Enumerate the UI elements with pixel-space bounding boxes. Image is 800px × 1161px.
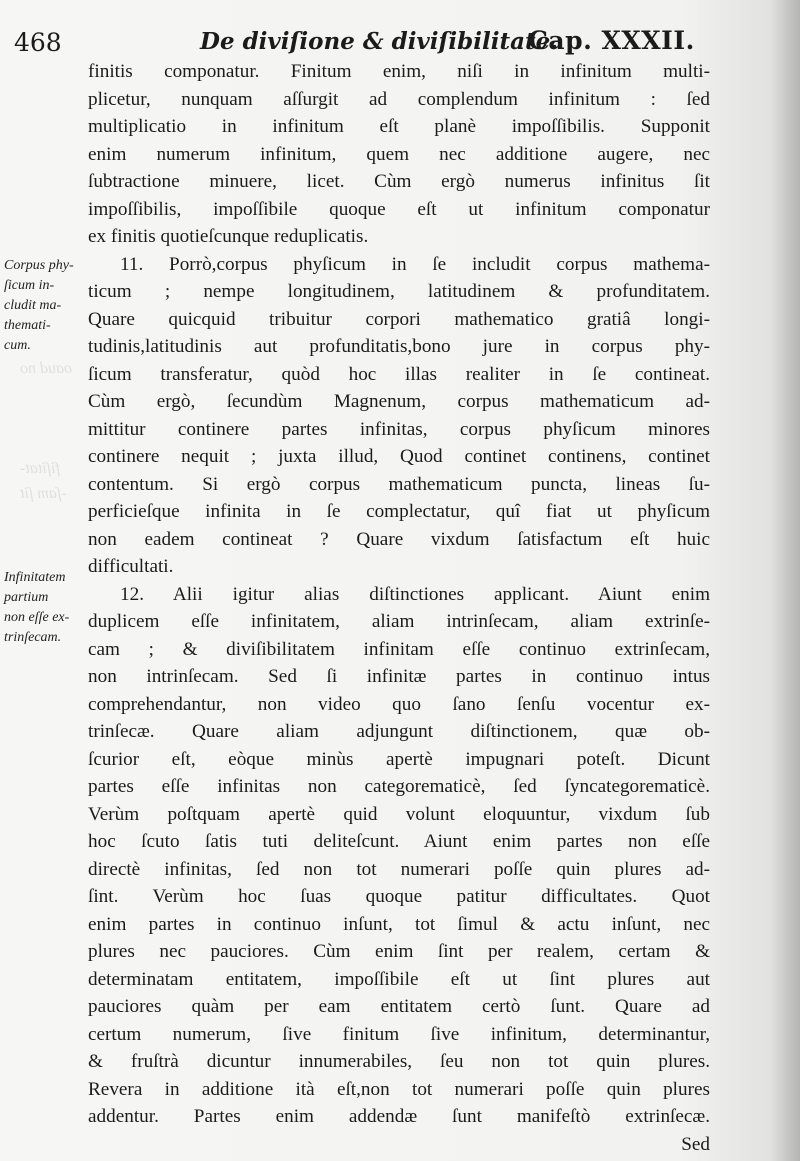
text-line: plicetur, nunquam aſſurgit ad complendum infinitum : ſed	[88, 88, 710, 110]
running-title: De diviſione & diviſibilitate.	[200, 28, 559, 55]
text-line: hoc ſcuto ſatis tuti deliteſcunt. Aiunt enim partes non eſſe	[88, 831, 710, 852]
text-line: ſubtractione minuere, licet. Cùm ergò numerus infinitus ſit	[88, 171, 710, 192]
text-line: Verùm poſtquam apertè quid volunt eloquuntur, vixdum ſub	[88, 803, 710, 825]
text-line: perficieſque infinita in ſe complectatur, quî fiat ut phyſicum	[88, 501, 710, 522]
margin-note-infinitatem	[4, 568, 90, 648]
text-line: non eadem contineat ? Quare vixdum ſatisfactum eſt huic	[88, 528, 710, 550]
text-line: difficultati.	[88, 556, 174, 577]
text-line: ticum ; nempe longitudinem, latitudinem & profunditatem.	[88, 281, 710, 302]
text-line: tudinis,latitudinis aut profunditatis,bono jure in corpus phy-	[88, 336, 710, 357]
text-line: comprehendantur, non video quo ſano ſenſu vocentur ex-	[88, 693, 710, 715]
margin-note-corpus-physicum	[4, 256, 90, 356]
text-line: pauciores quàm per eam entitatem certò ſunt. Quare ad	[88, 996, 710, 1017]
text-line: impoſſibilis, impoſſibile quoque eſt ut infinitum componatur	[88, 198, 710, 220]
text-line: ſint. Verùm hoc ſuas quoque patitur difficultates. Quot	[88, 886, 710, 907]
text-line: cam ; & diviſibilitatem infinitam eſſe continuo extrinſecam,	[88, 638, 710, 660]
text-line: directè infinitas, ſed non tot numerari poſſe quin plures ad-	[88, 858, 710, 880]
paragraph-12-start: 12. Alii igitur alias diſtinctiones applicant. Aiunt enim	[120, 583, 710, 605]
text-line: enim partes in continuo inſunt, tot ſimul & actu inſunt, nec	[88, 913, 710, 935]
text-line: Cùm ergò, ſecundùm Magnenum, corpus mathematicum ad-	[88, 391, 710, 412]
text-line: enim numerum infinitum, quem nec additione augere, nec	[88, 143, 710, 165]
paragraph-11-start: 11. Porrò,corpus phyſicum in ſe includit corpus mathema-	[120, 253, 710, 275]
text-line: Quare quicquid tribuitur corpori mathematico gratiâ longi-	[88, 308, 710, 330]
text-line: determinatam entitatem, impoſſibile eſt ut ſint plures aut	[88, 968, 710, 990]
text-line: duplicem eſſe infinitatem, aliam intrinſecam, aliam extrinſe-	[88, 611, 710, 632]
bleed-through-text: fiſitat-	[20, 460, 60, 477]
bleed-through-text: oaud no	[20, 360, 72, 377]
text-line: partes eſſe infinitas non categorematicè, ſed ſyncategorematicè.	[88, 776, 710, 797]
text-line: finitis componatur. Finitum enim, niſi in infinitum multi-	[88, 61, 710, 82]
margin-note-line: themati-	[4, 318, 51, 333]
page-header	[0, 22, 800, 62]
margin-note-line: Infinitatem	[4, 570, 66, 585]
margin-note-line: non eſſe ex-	[4, 610, 70, 625]
bleed-through-text: -ſam ſit	[20, 485, 67, 502]
catchword: Sed	[681, 1133, 710, 1155]
chapter-heading: Cap. XXXII.	[528, 26, 695, 55]
margin-note-line: trinſecam.	[4, 630, 62, 645]
text-line: mittitur continere partes infinitas, corpus phyſicum minores	[88, 418, 710, 440]
text-line: ex finitis quotieſcunque reduplicatis.	[88, 226, 369, 247]
text-line: Revera in additione ità eſt,non tot numerari poſſe quin plures	[88, 1078, 710, 1100]
text-line: non intrinſecam. Sed ſi infinitæ partes in continuo intus	[88, 666, 710, 687]
margin-note-line: ſicum in-	[4, 278, 55, 293]
text-line: continere nequit ; juxta illud, Quod continet continens, continet	[88, 446, 710, 467]
text-line: ſicum transferatur, quòd hoc illas realiter in ſe contineat.	[88, 363, 710, 385]
body-text	[88, 58, 710, 1158]
margin-note-line: Corpus phy-	[4, 258, 74, 273]
text-line: & fruſtrà dicuntur innumerabiles, ſeu non tot quin plures.	[88, 1051, 710, 1072]
margin-note-line: partium	[4, 590, 49, 605]
text-line: certum numerum, ſive finitum ſive infinitum, determinantur,	[88, 1023, 710, 1045]
margin-note-line: cum.	[4, 338, 31, 353]
text-line: multiplicatio in infinitum eſt planè impoſſibilis. Supponit	[88, 116, 710, 137]
text-line: plures nec pauciores. Cùm enim ſint per realem, certam &	[88, 941, 710, 962]
text-line: contentum. Si ergò corpus mathematicum puncta, lineas ſu-	[88, 473, 710, 495]
page-number: 468	[14, 28, 62, 57]
text-line: trinſecæ. Quare aliam adjungunt diſtinctionem, quæ ob-	[88, 721, 710, 742]
text-line: ſcurior eſt, eòque minùs apertè impugnari poteſt. Dicunt	[88, 748, 710, 770]
margin-note-line: cludit ma-	[4, 298, 62, 313]
text-line: addentur. Partes enim addendæ ſunt manifeſtò extrinſecæ.	[88, 1106, 710, 1127]
